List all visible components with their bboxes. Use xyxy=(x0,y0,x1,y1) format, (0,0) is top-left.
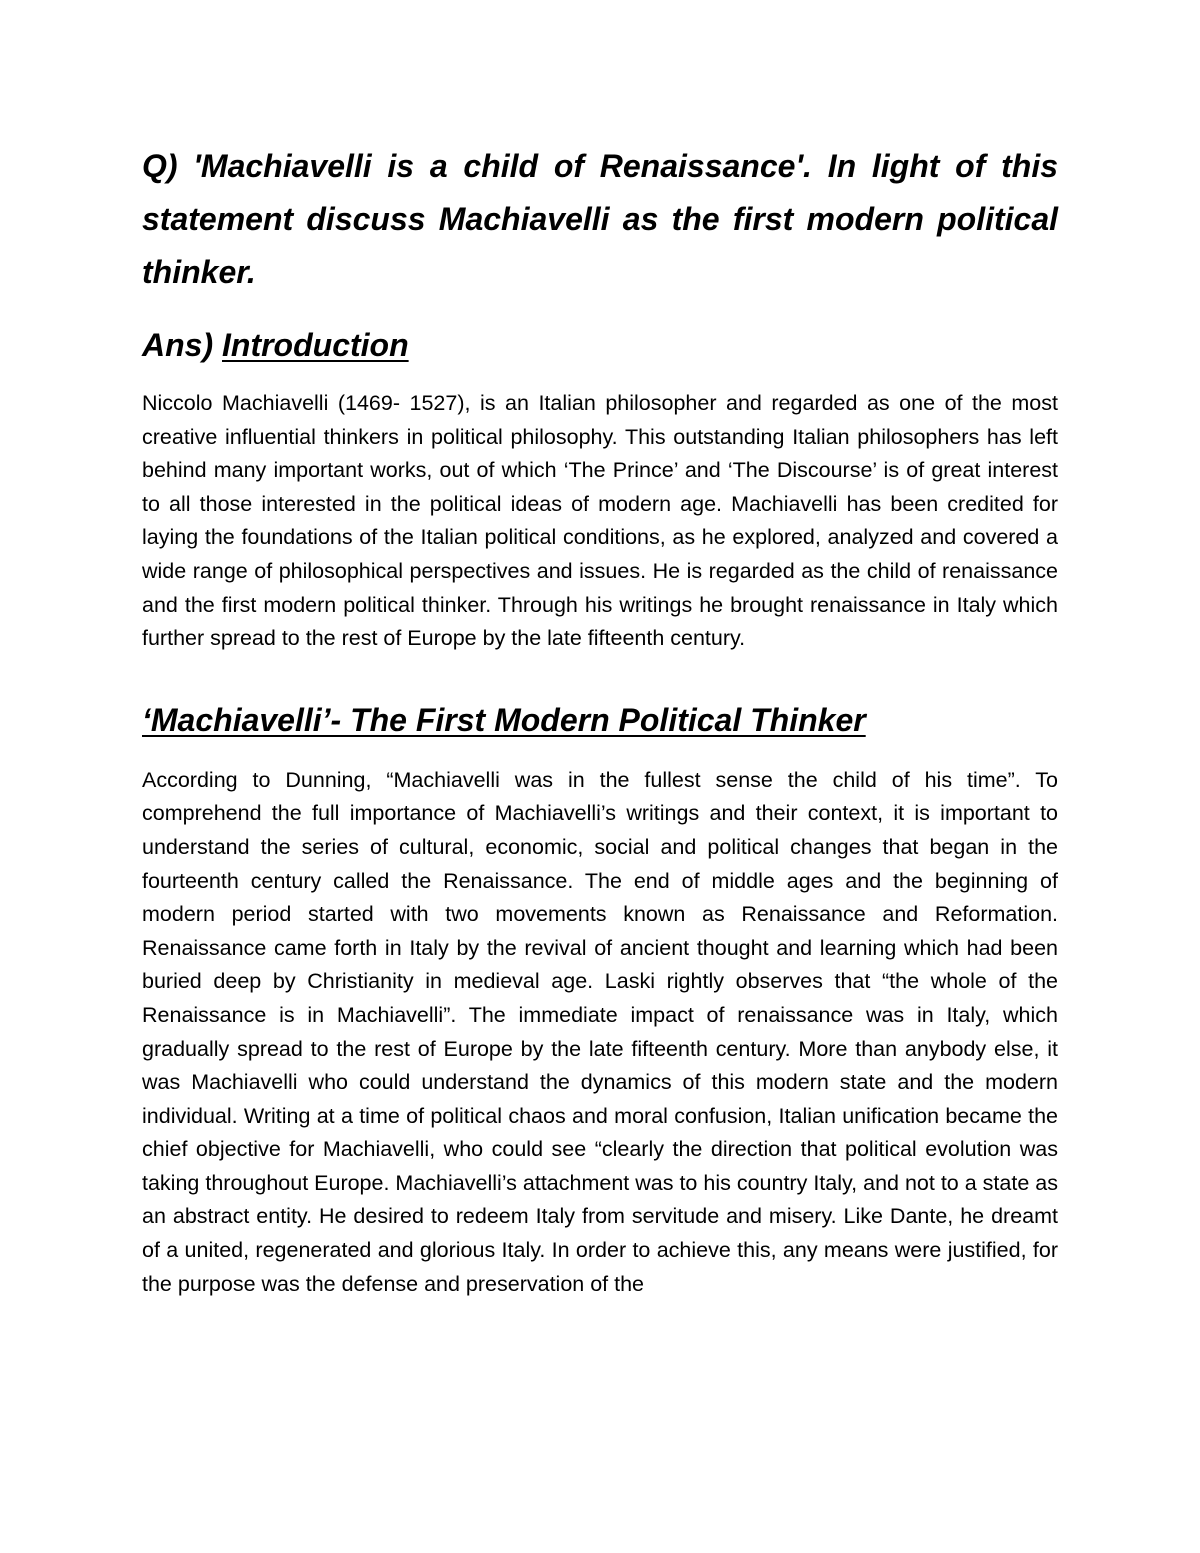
document-page xyxy=(142,140,1058,1301)
section-paragraph: According to Dunning, “Machiavelli was in the fullest sense the child of his time”. To comprehend the full importance of Machiavelli’s writings and their context, it is important to understand the series of cultural, economic, social and political changes that began in the fourteenth century called the Renaissance. The end of middle ages and the beginning of modern period started with two movements known as Renaissance and Reformation. Renaissance came forth in Italy by the revival of ancient thought and learning which had been buried deep by Christianity in medieval age. Laski rightly observes that “the whole of the Renaissance is in Machiavelli”. The immediate impact of renaissance was in Italy, which gradually spread to the rest of Europe by the late fifteenth century. More than anybody else, it was Machiavelli who could understand the dynamics of this modern state and the modern individual. Writing at a time of political chaos and moral confusion, Italian unification became the chief objective for Machiavelli, who could see “clearly the direction that political evolution was taking throughout Europe. Machiavelli’s attachment was to his country Italy, and not to a state as an abstract entity. He desired to redeem Italy from servitude and misery. Like Dante, he dreamt of a united, regenerated and glorious Italy. In order to achieve this, any means were justified, for the purpose was the defense and preservation of the xyxy=(142,767,1058,1296)
introduction-title: Introduction xyxy=(222,327,409,363)
section-heading: ‘Machiavelli’- The First Modern Political Thinker xyxy=(142,701,866,738)
intro-paragraph: Niccolo Machiavelli (1469- 1527), is an Italian philosopher and regarded as one of the most creative influential thinkers in political philosophy. This outstanding Italian philosophers has left behind many important works, out of which ‘The Prince’ and ‘The Discourse’ is of great interest to all those interested in the political ideas of modern age. Machiavelli has been credited for laying the foundations of the Italian political conditions, as he explored, analyzed and covered a wide range of philosophical perspectives and issues. He is regarded as the child of renaissance and the first modern political thinker. Through his writings he brought renaissance in Italy which further spread to the rest of Europe by the late fifteenth century. xyxy=(142,391,1058,651)
question-heading: Q) 'Machiavelli is a child of Renaissance'. In light of this statement discuss Machiavelli as the first modern political thinker. xyxy=(142,148,1058,290)
answer-prefix: Ans) xyxy=(142,327,222,363)
answer-heading xyxy=(142,325,1058,365)
